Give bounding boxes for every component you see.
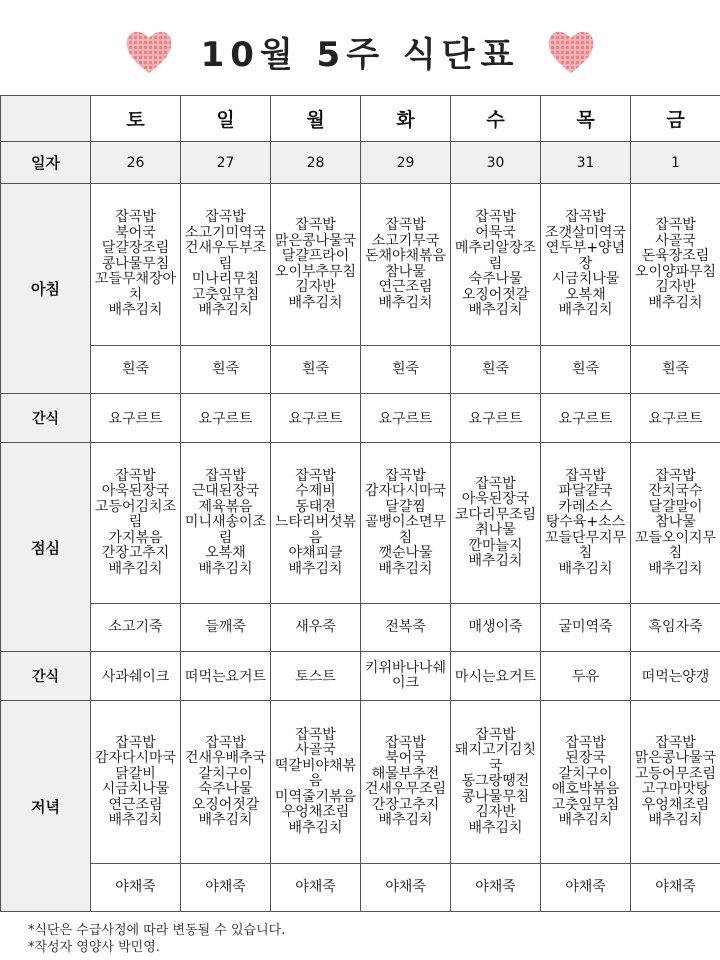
menu-item: 야채피클: [288, 545, 343, 562]
corner-cell: [1, 96, 91, 142]
porridge-cell: 굴미역죽: [541, 604, 631, 652]
day-header: 토: [91, 96, 181, 142]
porridge-cell: 흰죽: [631, 346, 720, 394]
menu-item: 배추김치: [468, 553, 523, 569]
breakfast-cell: [361, 184, 451, 346]
menu-item: 꼬들오이지무: [634, 529, 717, 546]
menu-item: 탕수육+소스: [545, 514, 626, 531]
menu-item: 연근조림: [378, 279, 433, 295]
menu-item: 배추김치: [108, 812, 163, 828]
page-title: 10월 5주 식단표: [200, 34, 520, 75]
menu-item: 잡곡밥: [295, 726, 336, 743]
menu-item: 감자다시마국: [364, 483, 447, 500]
menu-item: 배추김치: [648, 812, 703, 828]
lunch-cell: [361, 443, 451, 604]
date-cell: 26: [91, 142, 181, 184]
menu-item: 수제비: [295, 483, 336, 500]
porridge-cell: 야채죽: [631, 864, 720, 912]
menu-item: 건새우두부조: [184, 240, 267, 257]
breakfast-cell: [181, 184, 271, 346]
menu-item: 음: [308, 773, 323, 790]
menu-item: 연두부+양념: [545, 240, 626, 257]
porridge-cell: 야채죽: [271, 864, 361, 912]
menu-item: 건새우무조림: [364, 781, 447, 797]
menu-item: 맑은콩나물국: [634, 750, 717, 766]
menu-item: 동태전: [295, 498, 336, 515]
menu-item: 꼬들무채장아: [94, 271, 177, 288]
menu-item: 간장고추지: [101, 545, 170, 562]
row-label-lunch: 점심: [1, 443, 91, 652]
menu-item: 간장고추지: [371, 796, 440, 813]
menu-item: 잡곡밥: [295, 467, 336, 484]
menu-item: 음: [308, 529, 323, 546]
date-cell: 27: [181, 142, 271, 184]
dinner-cell: [451, 701, 541, 864]
menu-item: 배추김치: [468, 819, 523, 836]
menu-item: 고등어무조림: [634, 765, 717, 782]
menu-item: 림: [488, 255, 503, 272]
menu-item: 림: [128, 514, 143, 531]
breakfast-cell: [271, 184, 361, 346]
date-cell: 1: [631, 142, 720, 184]
menu-item: 건새우배추국: [184, 750, 267, 766]
menu-item: 우엉채조림: [641, 796, 710, 813]
menu-item: 잡곡밥: [115, 467, 156, 484]
menu-item: 김자반: [475, 804, 516, 821]
porridge-cell: 전복죽: [361, 604, 451, 652]
menu-item: 배추김치: [558, 560, 613, 577]
menu-item: 우엉채조림: [281, 804, 350, 821]
menu-item: 미나리무침: [191, 271, 260, 288]
menu-item: 국: [488, 757, 503, 774]
menu-item: 잡곡밥: [565, 209, 606, 226]
menu-item: 달걀프라이: [281, 248, 350, 264]
menu-item: 잡곡밥: [475, 475, 516, 492]
breakfast-cell: [91, 184, 181, 346]
porridge-cell: 흰죽: [181, 346, 271, 394]
snack-cell: 요구르트: [361, 394, 451, 443]
porridge-cell: 흰죽: [451, 346, 541, 394]
porridge-cell: 소고기죽: [91, 604, 181, 652]
menu-item: 깻순나물: [378, 545, 433, 562]
menu-item: 동그랑땡전: [461, 773, 530, 790]
row-label-breakfast: 아침: [1, 184, 91, 394]
menu-item: 연근조림: [108, 796, 163, 813]
dinner-porridge-row: [1, 864, 720, 912]
menu-item: 잡곡밥: [295, 217, 336, 233]
porridge-cell: 흰죽: [271, 346, 361, 394]
porridge-cell: 야채죽: [541, 864, 631, 912]
breakfast-porridge-row: [1, 346, 720, 394]
menu-item: 애호박볶음: [551, 781, 620, 797]
menu-item: 어묵국: [475, 224, 516, 241]
menu-item: 북어국: [115, 224, 156, 241]
menu-item: 근대된장국: [191, 483, 260, 500]
menu-item: 오징어젓갈: [191, 796, 260, 813]
menu-item: 배추김치: [378, 294, 433, 311]
menu-item: 갈치구이: [558, 765, 613, 782]
menu-item: 림: [218, 529, 233, 546]
menu-item: 배추김치: [288, 294, 343, 311]
day-header: 월: [271, 96, 361, 142]
menu-item: 꼬들단무지무: [544, 529, 627, 546]
dinner-cell: [631, 701, 720, 864]
menu-item: 콩나물무침: [101, 255, 170, 272]
menu-table: [0, 95, 720, 912]
menu-item: 오이양파무침: [634, 263, 717, 280]
menu-item: 조갯살미역국: [544, 224, 627, 241]
lunch-cell: [91, 443, 181, 604]
snack-cell: 요구르트: [181, 394, 271, 443]
menu-item: 돈채야채볶음: [364, 248, 447, 264]
menu-item: 참나물: [655, 514, 696, 531]
menu-item: 침: [668, 545, 683, 562]
menu-item: 골뱅이소면무: [364, 514, 447, 531]
snack-cell: 요구르트: [451, 394, 541, 443]
menu-item: 잡곡밥: [385, 467, 426, 484]
menu-item: 잡곡밥: [115, 734, 156, 751]
snack-afternoon-row: [1, 652, 720, 701]
menu-item: 배추김치: [648, 294, 703, 311]
day-header: 화: [361, 96, 451, 142]
menu-item: 고구마맛탕: [641, 781, 710, 797]
menu-item: 잡곡밥: [655, 467, 696, 484]
porridge-cell: 야채죽: [91, 864, 181, 912]
day-header: 목: [541, 96, 631, 142]
menu-item: 배추김치: [108, 560, 163, 577]
lunch-cell: [181, 443, 271, 604]
menu-item: 잡곡밥: [565, 734, 606, 751]
menu-item: 달걀찜: [385, 498, 426, 515]
menu-item: 오복채: [205, 545, 246, 562]
breakfast-row: [1, 184, 720, 346]
menu-item: 배추김치: [198, 812, 253, 828]
menu-item: 오이부추무침: [274, 263, 357, 280]
menu-item: 가지볶음: [108, 529, 163, 546]
snack-cell: 떠먹는요거트: [181, 652, 271, 701]
date-cell: 31: [541, 142, 631, 184]
lunch-cell: [541, 443, 631, 604]
day-header: 일: [181, 96, 271, 142]
menu-item: 김자반: [655, 279, 696, 295]
menu-item: 참나물: [385, 263, 426, 280]
porridge-cell: 흰죽: [91, 346, 181, 394]
day-header-row: [1, 96, 720, 142]
porridge-cell: 매생이죽: [451, 604, 541, 652]
lunch-cell: [271, 443, 361, 604]
snack-cell: 토스트: [271, 652, 361, 701]
menu-item: 잡곡밥: [385, 734, 426, 751]
snack-cell: 마시는요거트: [451, 652, 541, 701]
menu-item: 사골국: [295, 742, 336, 759]
porridge-cell: 흰죽: [361, 346, 451, 394]
menu-item: 잡곡밥: [475, 726, 516, 743]
menu-item: 된장국: [565, 750, 606, 766]
breakfast-cell: [631, 184, 720, 346]
menu-item: 숙주나물: [198, 781, 253, 797]
menu-item: 배추김치: [648, 560, 703, 577]
date-cell: 30: [451, 142, 541, 184]
snack-cell: 떠먹는양갱: [631, 652, 720, 701]
dinner-cell: [361, 701, 451, 864]
menu-item: 달걀말이: [648, 498, 703, 515]
menu-item: 배추김치: [378, 560, 433, 577]
menu-item: 느타리버섯볶: [274, 514, 357, 531]
menu-item: 침: [398, 529, 413, 546]
porridge-cell: 야채죽: [181, 864, 271, 912]
date-row: [1, 142, 720, 184]
menu-item: 배추김치: [198, 302, 253, 319]
menu-item: 취나물: [475, 522, 516, 538]
footnotes: [28, 922, 285, 956]
dinner-row: [1, 701, 720, 864]
menu-item: 배추김치: [288, 560, 343, 577]
lunch-row: [1, 443, 720, 604]
footnote: *작성자 영양사 박민영.: [28, 940, 160, 955]
porridge-cell: 야채죽: [361, 864, 451, 912]
menu-item: 배추김치: [198, 560, 253, 577]
menu-item: 콩나물무침: [461, 788, 530, 805]
porridge-cell: 야채죽: [451, 864, 541, 912]
menu-item: 아욱된장국: [461, 491, 530, 507]
menu-item: 김자반: [295, 279, 336, 295]
menu-item: 미니새송이조: [184, 514, 267, 531]
menu-item: 오복채: [565, 286, 606, 303]
menu-item: 잡곡밥: [655, 734, 696, 751]
menu-item: 잡곡밥: [655, 217, 696, 233]
dinner-cell: [541, 701, 631, 864]
menu-item: 배추김치: [558, 302, 613, 319]
porridge-cell: 흰죽: [541, 346, 631, 394]
date-cell: 29: [361, 142, 451, 184]
menu-item: 잡곡밥: [565, 467, 606, 484]
menu-item: 아욱된장국: [101, 483, 170, 500]
menu-item: 시금치나물: [551, 271, 620, 288]
menu-item: 돼지고기김칫: [454, 742, 537, 759]
footnote: *식단은 수급사정에 따라 변동될 수 있습니다.: [28, 923, 286, 938]
porridge-cell: 새우죽: [271, 604, 361, 652]
lunch-cell: [631, 443, 720, 604]
menu-item: 잡곡밥: [205, 467, 246, 484]
menu-item: 오징어젓갈: [461, 286, 530, 303]
snack-cell: 요구르트: [631, 394, 720, 443]
menu-item: 사골국: [655, 232, 696, 249]
menu-item: 배추김치: [558, 812, 613, 828]
row-label-dinner: 저녁: [1, 701, 91, 912]
menu-item: 배추김치: [378, 812, 433, 828]
row-label-date: 일자: [1, 142, 91, 184]
menu-item: 메추리알장조: [454, 240, 537, 257]
snack-cell: 요구르트: [541, 394, 631, 443]
menu-item: 돈육장조림: [641, 248, 710, 264]
menu-item: 시금치나물: [101, 781, 170, 797]
menu-item: 장: [578, 255, 593, 272]
menu-item: 잡곡밥: [115, 209, 156, 226]
menu-item: 카레소스: [558, 498, 613, 515]
heart-icon: [545, 25, 597, 77]
breakfast-cell: [451, 184, 541, 346]
lunch-porridge-row: [1, 604, 720, 652]
menu-item: 숙주나물: [468, 271, 523, 288]
menu-item: 침: [578, 545, 593, 562]
menu-item: 배추김치: [468, 302, 523, 319]
lunch-cell: [451, 443, 541, 604]
snack-cell: 요구르트: [271, 394, 361, 443]
snack-cell: 사과쉐이크: [91, 652, 181, 701]
menu-item: 갈치구이: [198, 765, 253, 782]
menu-item: 잡곡밥: [475, 209, 516, 226]
dinner-cell: [91, 701, 181, 864]
dinner-cell: [181, 701, 271, 864]
breakfast-cell: [541, 184, 631, 346]
menu-item: 떡갈비야채볶: [274, 757, 357, 774]
menu-item: 잔치국수: [648, 483, 703, 500]
menu-item: 고등어김치조: [94, 498, 177, 515]
menu-item: 북어국: [385, 750, 426, 766]
menu-item: 닭갈비: [115, 765, 156, 782]
snack-cell: 키위바나나쉐이크: [361, 652, 451, 701]
snack-morning-row: [1, 394, 720, 443]
row-label-snack: 간식: [1, 394, 91, 443]
menu-item: 맑은콩나물국: [274, 232, 357, 249]
menu-item: 잡곡밥: [205, 209, 246, 226]
dinner-cell: [271, 701, 361, 864]
menu-item: 제육볶음: [198, 498, 253, 515]
menu-item: 배추김치: [108, 302, 163, 319]
title-bar: [0, 14, 720, 88]
menu-item: 잡곡밥: [385, 217, 426, 233]
menu-item: 깐마늘지: [468, 537, 523, 554]
menu-item: 소고기무국: [371, 232, 440, 249]
menu-item: 소고기미역국: [184, 224, 267, 241]
menu-item: 파달걀국: [558, 483, 613, 500]
menu-item: 감자다시마국: [94, 750, 177, 766]
menu-item: 치: [128, 286, 143, 303]
heart-icon: [123, 25, 175, 77]
menu-item: 림: [218, 255, 233, 272]
day-header: 금: [631, 96, 720, 142]
porridge-cell: 들깨죽: [181, 604, 271, 652]
menu-item: 잡곡밥: [205, 734, 246, 751]
menu-item: 미역줄기볶음: [274, 788, 357, 805]
menu-item: 고춧잎무침: [551, 796, 620, 813]
day-header: 수: [451, 96, 541, 142]
menu-item: 고춧잎무침: [191, 286, 260, 303]
menu-item: 코다리무조림: [454, 506, 537, 523]
menu-item: 해물부추전: [371, 765, 440, 782]
menu-item: 달걀장조림: [101, 240, 170, 257]
snack-cell: 요구르트: [91, 394, 181, 443]
porridge-cell: 흑임자죽: [631, 604, 720, 652]
menu-item: 배추김치: [288, 819, 343, 836]
snack-cell: 두유: [541, 652, 631, 701]
row-label-snack: 간식: [1, 652, 91, 701]
date-cell: 28: [271, 142, 361, 184]
